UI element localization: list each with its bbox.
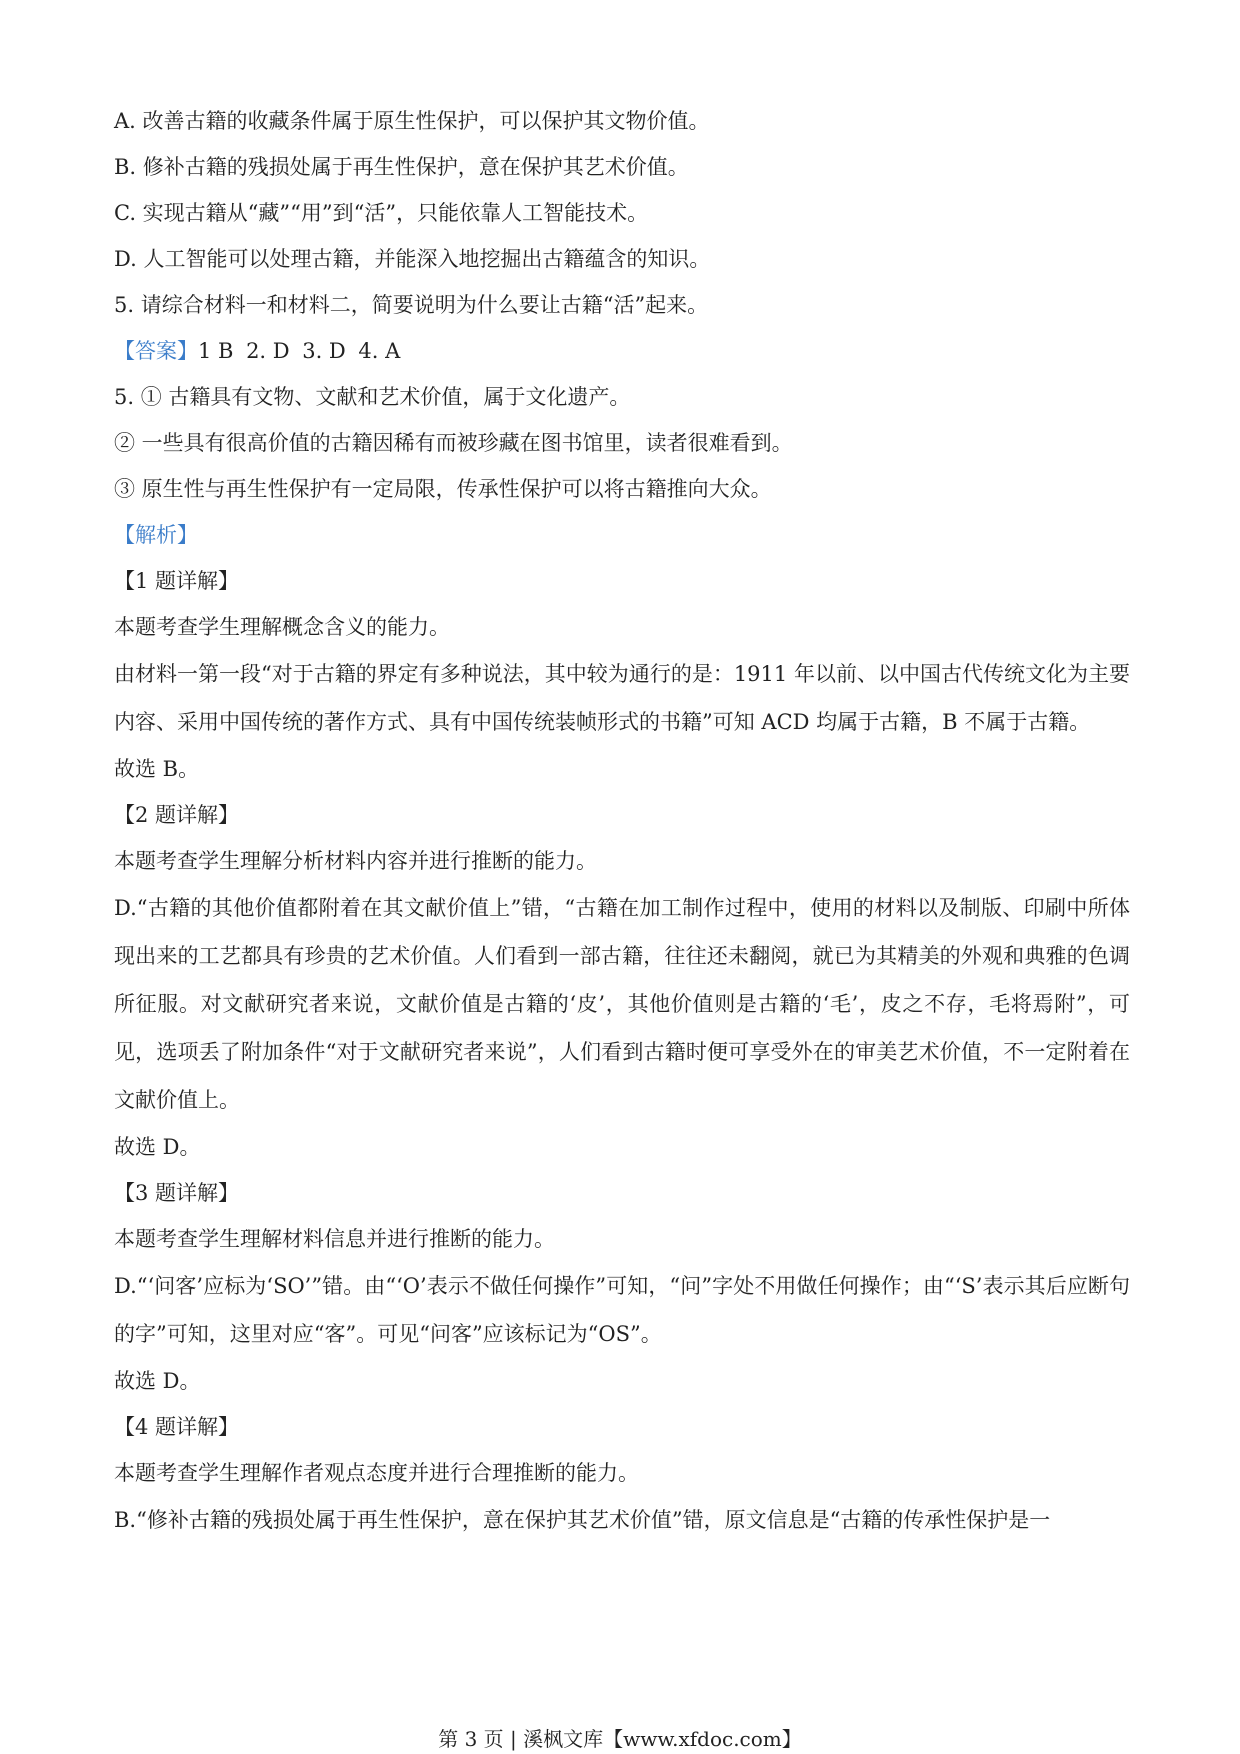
q2-body: D.“古籍的其他价值都附着在其文献价值上”错，“古籍在加工制作过程中，使用的材料以及制版、印刷中所体现出来的工艺都具有珍贵的艺术价值。人们看到一部古籍，往往还未翻阅，就已为其精美的外观和典雅的色调所征服。对文献研究者来说，文献价值是古籍的‘皮’，其他价值则是古籍的‘毛’，皮之不存，毛将焉附”，可见，选项丢了附加条件“对于文献研究者来说”，人们看到古籍时便可享受外在的审美艺术价值，不一定附着在文献价值上。 bbox=[114, 896, 1130, 1112]
q4-body: B.“修补古籍的残损处属于再生性保护，意在保护其艺术价值”错，原文信息是“古籍的传承性保护是一 bbox=[114, 1508, 1051, 1532]
answer-5-line-3: ③ 原生性与再生性保护有一定局限，传承性保护可以将古籍推向大众。 bbox=[114, 477, 772, 501]
q3-title: 【3 题详解】 bbox=[114, 1181, 240, 1205]
option-c: C. 实现古籍从“藏”“用”到“活”，只能依靠人工智能技术。 bbox=[114, 201, 649, 225]
q1-body: 由材料一第一段“对于古籍的界定有多种说法，其中较为通行的是：1911 年以前、以中国古代传统文化为主要内容、采用中国传统的著作方式、具有中国传统装帧形式的书籍”可知 ACD 均属于古籍，B 不属于古籍。 bbox=[114, 662, 1130, 734]
option-d: D. 人工智能可以处理古籍，并能深入地挖掘出古籍蕴含的知识。 bbox=[114, 247, 711, 271]
q4-intro: 本题考查学生理解作者观点态度并进行合理推断的能力。 bbox=[114, 1461, 639, 1485]
answer-5-line-1: 5. ① 古籍具有文物、文献和艺术价值，属于文化遗产。 bbox=[114, 385, 631, 409]
q1-intro: 本题考查学生理解概念含义的能力。 bbox=[114, 615, 450, 639]
answer-line bbox=[114, 328, 1130, 374]
answer-label: 【答案】 bbox=[114, 339, 198, 363]
q1-title: 【1 题详解】 bbox=[114, 569, 240, 593]
analysis-label: 【解析】 bbox=[114, 523, 198, 547]
option-b: B. 修补古籍的残损处属于再生性保护，意在保护其艺术价值。 bbox=[114, 155, 689, 179]
document-body bbox=[114, 98, 1130, 1544]
page-footer: 第 3 页 | 溪枫文库【www.xfdoc.com】 bbox=[438, 1727, 802, 1751]
q1-conclusion: 故选 B。 bbox=[114, 757, 200, 781]
question-5: 5. 请综合材料一和材料二，简要说明为什么要让古籍“活”起来。 bbox=[114, 293, 709, 317]
q2-intro: 本题考查学生理解分析材料内容并进行推断的能力。 bbox=[114, 849, 597, 873]
q4-title: 【4 题详解】 bbox=[114, 1415, 240, 1439]
answer-5-line-2: ② 一些具有很高价值的古籍因稀有而被珍藏在图书馆里，读者很难看到。 bbox=[114, 431, 793, 455]
q3-intro: 本题考查学生理解材料信息并进行推断的能力。 bbox=[114, 1227, 555, 1251]
option-a: A. 改善古籍的收藏条件属于原生性保护，可以保护其文物价值。 bbox=[114, 109, 710, 133]
answer-4: 4. A bbox=[358, 339, 401, 363]
q3-conclusion: 故选 D。 bbox=[114, 1369, 201, 1393]
answer-3: 3. D bbox=[302, 339, 346, 363]
q2-title: 【2 题详解】 bbox=[114, 803, 240, 827]
q2-conclusion: 故选 D。 bbox=[114, 1135, 201, 1159]
answer-2: 2. D bbox=[246, 339, 290, 363]
answer-1: 1 B bbox=[198, 339, 234, 363]
q3-body: D.“‘问客’应标为‘SO’”错。由“‘O’表示不做任何操作”可知，“问”字处不用做任何操作；由“‘S’表示其后应断句的字”可知，这里对应“客”。可见“问客”应该标记为“OS”。 bbox=[114, 1274, 1130, 1346]
